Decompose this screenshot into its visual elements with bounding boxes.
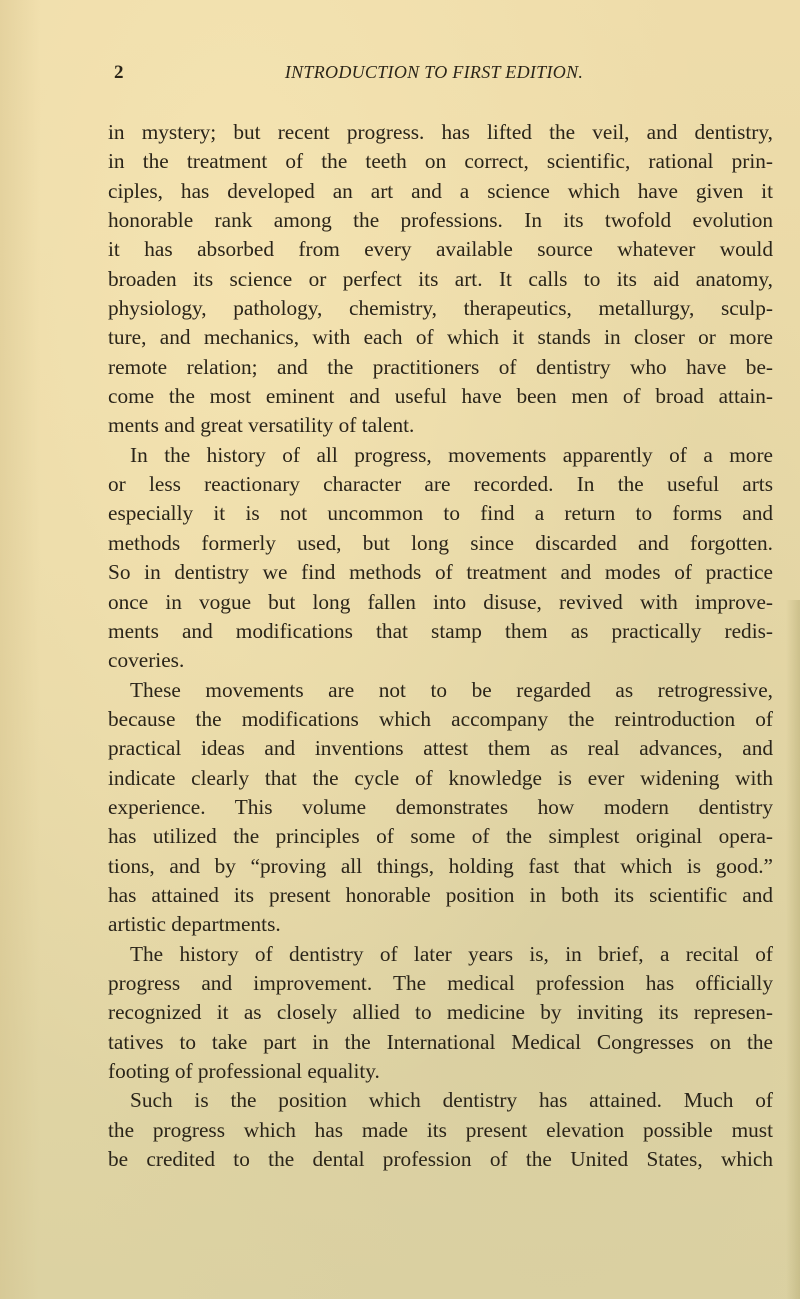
text-line: ments and modifications that stamp them as practically redis- [108,618,773,643]
paragraph-start-line: The history of dentistry of later years is, in brief, a recital of [130,941,773,966]
text-line: recognized it as closely allied to medicine by inviting its represen- [108,1000,773,1025]
text-line: remote relation; and the practitioners of dentistry who have be- [108,354,773,379]
text-line: it has absorbed from every available source whatever would [108,237,773,262]
text-line: honorable rank among the professions. In its twofold evolution [108,208,773,233]
text-line: has utilized the principles of some of the simplest original opera- [108,824,773,849]
paragraph-start-line: In the history of all progress, movements apparently of a more [130,442,773,467]
text-line: in mystery; but recent progress. has lifted the veil, and dentistry, [108,120,773,144]
text-line: especially it is not uncommon to find a return to forms and [108,501,773,526]
text-line: be credited to the dental profession of the United States, which [108,1147,773,1172]
text-line: because the modifications which accompany the reintroduction of [108,706,773,731]
text-line: progress and improvement. The medical profession has officially [108,970,773,995]
text-line: experience. This volume demonstrates how modern dentistry [108,794,773,819]
text-line: methods formerly used, but long since discarded and forgotten. [108,530,773,555]
text-line: indicate clearly that the cycle of knowledge is ever widening with [108,765,773,790]
paragraph-start-line: These movements are not to be regarded as retrogressive, [130,677,773,702]
paragraph-start-line: Such is the position which dentistry has attained. Much of [130,1088,773,1113]
text-line: tions, and by “proving all things, holding fast that which is good.” [108,853,773,878]
text-line: So in dentistry we find methods of treatment and modes of practice [108,560,773,585]
text-line: has attained its present honorable position in both its scientific and [108,882,773,907]
running-head [110,62,780,92]
text-line: practical ideas and inventions attest them as real advances, and [108,736,773,761]
body-text [108,118,773,1174]
text-line: coveries. [108,648,185,673]
text-line: once in vogue but long fallen into disuse, revived with improve- [108,589,773,614]
text-line: or less reactionary character are recorded. In the useful arts [108,472,773,497]
text-line: ments and great versatility of talent. [108,413,415,438]
page-number: 2 [114,62,124,83]
text-line: in the treatment of the teeth on correct, scientific, rational prin- [108,149,773,174]
text-line: artistic departments. [108,912,281,937]
page-gutter-shade [0,0,40,1299]
text-line: broaden its science or perfect its art. It calls to its aid anatomy, [108,266,773,291]
text-line: tatives to take part in the International Medical Congresses on the [108,1029,773,1054]
text-line: physiology, pathology, chemistry, therapeutics, metallurgy, sculp- [108,296,773,321]
text-line: ture, and mechanics, with each of which it stands in closer or more [108,325,773,350]
text-line: ciples, has developed an art and a science which have given it [108,178,773,203]
page-edge-shadow [786,600,800,1299]
text-line: come the most eminent and useful have been men of broad attain- [108,384,773,409]
running-head-title: INTRODUCTION TO FIRST EDITION. [284,62,584,82]
text-line: footing of professional equality. [108,1059,380,1083]
text-line: the progress which has made its present elevation possible must [108,1117,773,1142]
